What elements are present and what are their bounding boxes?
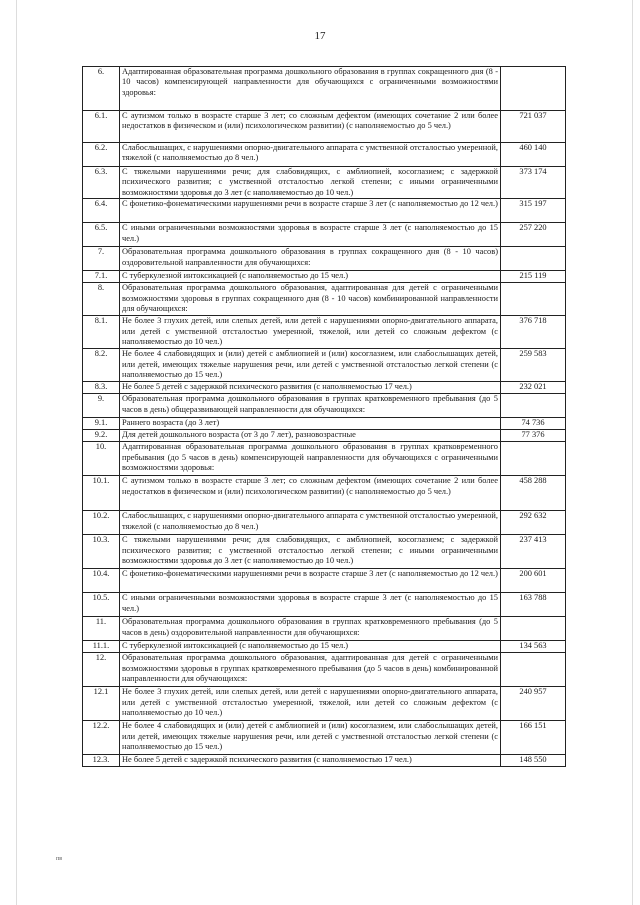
row-number: 11.1. (83, 641, 120, 653)
table-row (83, 593, 566, 617)
row-value: 257 220 (501, 223, 566, 247)
table-row (83, 535, 566, 569)
row-value: 166 151 (501, 721, 566, 755)
row-number: 12. (83, 653, 120, 687)
row-description: Не более 3 глухих детей, или слепых детей, или детей с нарушениями опорно-двигательного аппарата, или детей с умственной отсталостью умеренной, тяжелой, или детей со сложным дефектом (с наполняемостью до 10 чел.) (120, 687, 501, 721)
table-row (83, 67, 566, 111)
row-value (501, 283, 566, 316)
row-value: 292 632 (501, 511, 566, 535)
row-description: Слабослышащих, с нарушениями опорно-двигательного аппарата с умственной отсталостью умеренной, тяжелой (с наполняемостью до 8 чел.) (120, 143, 501, 167)
row-number: 7.1. (83, 271, 120, 283)
row-description: С фонетико-фонематическими нарушениями речи в возрасте старше 3 лет (с наполняемостью до 12 чел.) (120, 569, 501, 593)
table-row (83, 511, 566, 535)
table-row (83, 382, 566, 394)
norms-table-body (83, 67, 566, 767)
table-row (83, 247, 566, 271)
row-description: Образовательная программа дошкольного образования в группах кратковременного пребывания (до 5 часов в день) общеразвивающей направленности для обучающихся: (120, 394, 501, 418)
row-value: 200 601 (501, 569, 566, 593)
row-description: С фонетико-фонематическими нарушениями речи в возрасте старше 3 лет (с наполняемостью до 12 чел.) (120, 199, 501, 223)
row-number: 6.4. (83, 199, 120, 223)
page-number: 17 (314, 30, 326, 42)
row-description: Не более 4 слабовидящих и (или) детей с амблиопией и (или) косоглазием, или слабослышащих детей, или детей, имеющих тяжелые нарушения речи, или детей с умственной отсталостью легкой степени (с наполняемостью до 15 чел.) (120, 349, 501, 382)
row-number: 10.3. (83, 535, 120, 569)
row-number: 6.5. (83, 223, 120, 247)
row-number: 9.1. (83, 418, 120, 430)
row-value: 259 583 (501, 349, 566, 382)
row-value: 134 563 (501, 641, 566, 653)
row-number: 10.5. (83, 593, 120, 617)
row-value: 721 037 (501, 111, 566, 143)
row-number: 12.3. (83, 755, 120, 767)
row-value: 148 550 (501, 755, 566, 767)
row-value: 74 736 (501, 418, 566, 430)
row-description: Образовательная программа дошкольного образования в группах сокращенного дня (8 - 10 часов) оздоровительной направленности для обучающихся: (120, 247, 501, 271)
row-description: Не более 5 детей с задержкой психического развития (с наполняемостью 17 чел.) (120, 755, 501, 767)
row-description: Адаптированная образовательная программа дошкольного образования в группах кратковременного пребывания (до 5 часов в день) компенсирующей направленности для обучающихся с ограниченными возможностями здоровья: (120, 442, 501, 476)
table-row (83, 442, 566, 476)
row-description: Образовательная программа дошкольного образования, адаптированная для детей с ограниченными возможностями здоровья в группах сокращенного дня (8 - 10 часов) комбинированной направленности для обучающихся: (120, 283, 501, 316)
norms-table (82, 66, 566, 767)
row-description: Образовательная программа дошкольного образования в группах кратковременного пребывания (до 5 часов в день) оздоровительной направленности для обучающихся: (120, 617, 501, 641)
row-description: Для детей дошкольного возраста (от 3 до 7 лет), разновозрастные (120, 430, 501, 442)
row-value (501, 247, 566, 271)
row-number: 10.1. (83, 476, 120, 511)
scan-margin-left (16, 0, 17, 905)
row-description: С тяжелыми нарушениями речи; для слабовидящих, с амблиопией, косоглазием; с задержкой психического развития; с умственной отсталостью легкой степени; с иными ограниченными возможностями здоровья до 3 лет (с наполняемостью до 10 чел.) (120, 535, 501, 569)
table-row (83, 111, 566, 143)
row-number: 10.4. (83, 569, 120, 593)
table-row (83, 271, 566, 283)
row-description: С аутизмом только в возрасте старше 3 лет; со сложным дефектом (имеющих сочетание 2 или более недостатков в физическом и (или) психологическом развитии) (с наполняемостью до 5 чел.) (120, 111, 501, 143)
row-value (501, 67, 566, 111)
table-row (83, 316, 566, 349)
row-value (501, 394, 566, 418)
row-number: 8. (83, 283, 120, 316)
row-number: 6. (83, 67, 120, 111)
row-number: 6.1. (83, 111, 120, 143)
table-row (83, 687, 566, 721)
row-value: 163 788 (501, 593, 566, 617)
row-number: 9.2. (83, 430, 120, 442)
row-description: С иными ограниченными возможностями здоровья в возрасте старше 3 лет (с наполняемостью до 15 чел.) (120, 593, 501, 617)
table-row (83, 143, 566, 167)
row-number: 8.2. (83, 349, 120, 382)
row-description: С аутизмом только в возрасте старше 3 лет; со сложным дефектом (имеющих сочетание 2 или более недостатков в физическом и (или) психологическом развитии) (с наполняемостью до 5 чел.) (120, 476, 501, 511)
row-value: 240 957 (501, 687, 566, 721)
row-number: 8.3. (83, 382, 120, 394)
table-row (83, 418, 566, 430)
row-description: Слабослышащих, с нарушениями опорно-двигательного аппарата с умственной отсталостью умеренной, тяжелой (с наполняемостью до 8 чел.) (120, 511, 501, 535)
row-number: 12.2. (83, 721, 120, 755)
row-description: С иными ограниченными возможностями здоровья в возрасте старше 3 лет (с наполняемостью до 15 чел.) (120, 223, 501, 247)
table-row (83, 199, 566, 223)
table-row (83, 167, 566, 199)
row-description: Образовательная программа дошкольного образования, адаптированная для детей с ограниченными возможностями здоровья в группах кратковременного пребывания (до 5 часов в день) комбинированной направленности для обучающихся: (120, 653, 501, 687)
row-description: С тяжелыми нарушениями речи; для слабовидящих, с амблиопией, косоглазием; с задержкой психического развития; с умственной отсталостью легкой степени; с иными ограниченными возможностями здоровья до 3 лет (с наполняемостью до 10 чел.) (120, 167, 501, 199)
row-number: 9. (83, 394, 120, 418)
row-value (501, 442, 566, 476)
row-description: Не более 4 слабовидящих и (или) детей с амблиопией и (или) косоглазием, или слабослышащих детей, или детей, имеющих тяжелые нарушения речи, или детей с умственной отсталостью легкой степени (с наполняемостью до 15 чел.) (120, 721, 501, 755)
table-row (83, 721, 566, 755)
row-number: 12.1 (83, 687, 120, 721)
table-row (83, 349, 566, 382)
row-number: 6.2. (83, 143, 120, 167)
row-value: 458 288 (501, 476, 566, 511)
row-number: 6.3. (83, 167, 120, 199)
table-row (83, 569, 566, 593)
row-value: 315 197 (501, 199, 566, 223)
row-value: 373 174 (501, 167, 566, 199)
table-row (83, 223, 566, 247)
row-number: 11. (83, 617, 120, 641)
table-row (83, 394, 566, 418)
table-row (83, 283, 566, 316)
row-value: 215 119 (501, 271, 566, 283)
footer-code: пв (56, 856, 63, 862)
scan-margin-right (632, 0, 633, 905)
table-row (83, 617, 566, 641)
row-number: 10. (83, 442, 120, 476)
row-description: С туберкулезной интоксикацией (с наполняемостью до 15 чел.) (120, 641, 501, 653)
row-description: Не более 3 глухих детей, или слепых детей, или детей с нарушениями опорно-двигательного аппарата, или детей с умственной отсталостью умеренной, тяжелой, или детей со сложным дефектом (с наполняемостью до 10 чел.) (120, 316, 501, 349)
row-number: 7. (83, 247, 120, 271)
row-value: 460 140 (501, 143, 566, 167)
row-value: 237 413 (501, 535, 566, 569)
row-description: Раннего возраста (до 3 лет) (120, 418, 501, 430)
table-row (83, 653, 566, 687)
row-value (501, 653, 566, 687)
table-row (83, 476, 566, 511)
row-description: С туберкулезной интоксикацией (с наполняемостью до 15 чел.) (120, 271, 501, 283)
row-description: Не более 5 детей с задержкой психического развития (с наполняемостью 17 чел.) (120, 382, 501, 394)
table-row (83, 430, 566, 442)
row-value: 232 021 (501, 382, 566, 394)
table-row (83, 641, 566, 653)
row-value: 376 718 (501, 316, 566, 349)
row-description: Адаптированная образовательная программа дошкольного образования в группах сокращенного дня (8 - 10 часов) компенсирующей направленности для обучающихся с ограниченными возможностями здоровья: (120, 67, 501, 111)
row-value (501, 617, 566, 641)
row-number: 10.2. (83, 511, 120, 535)
table-row (83, 755, 566, 767)
row-value: 77 376 (501, 430, 566, 442)
row-number: 8.1. (83, 316, 120, 349)
